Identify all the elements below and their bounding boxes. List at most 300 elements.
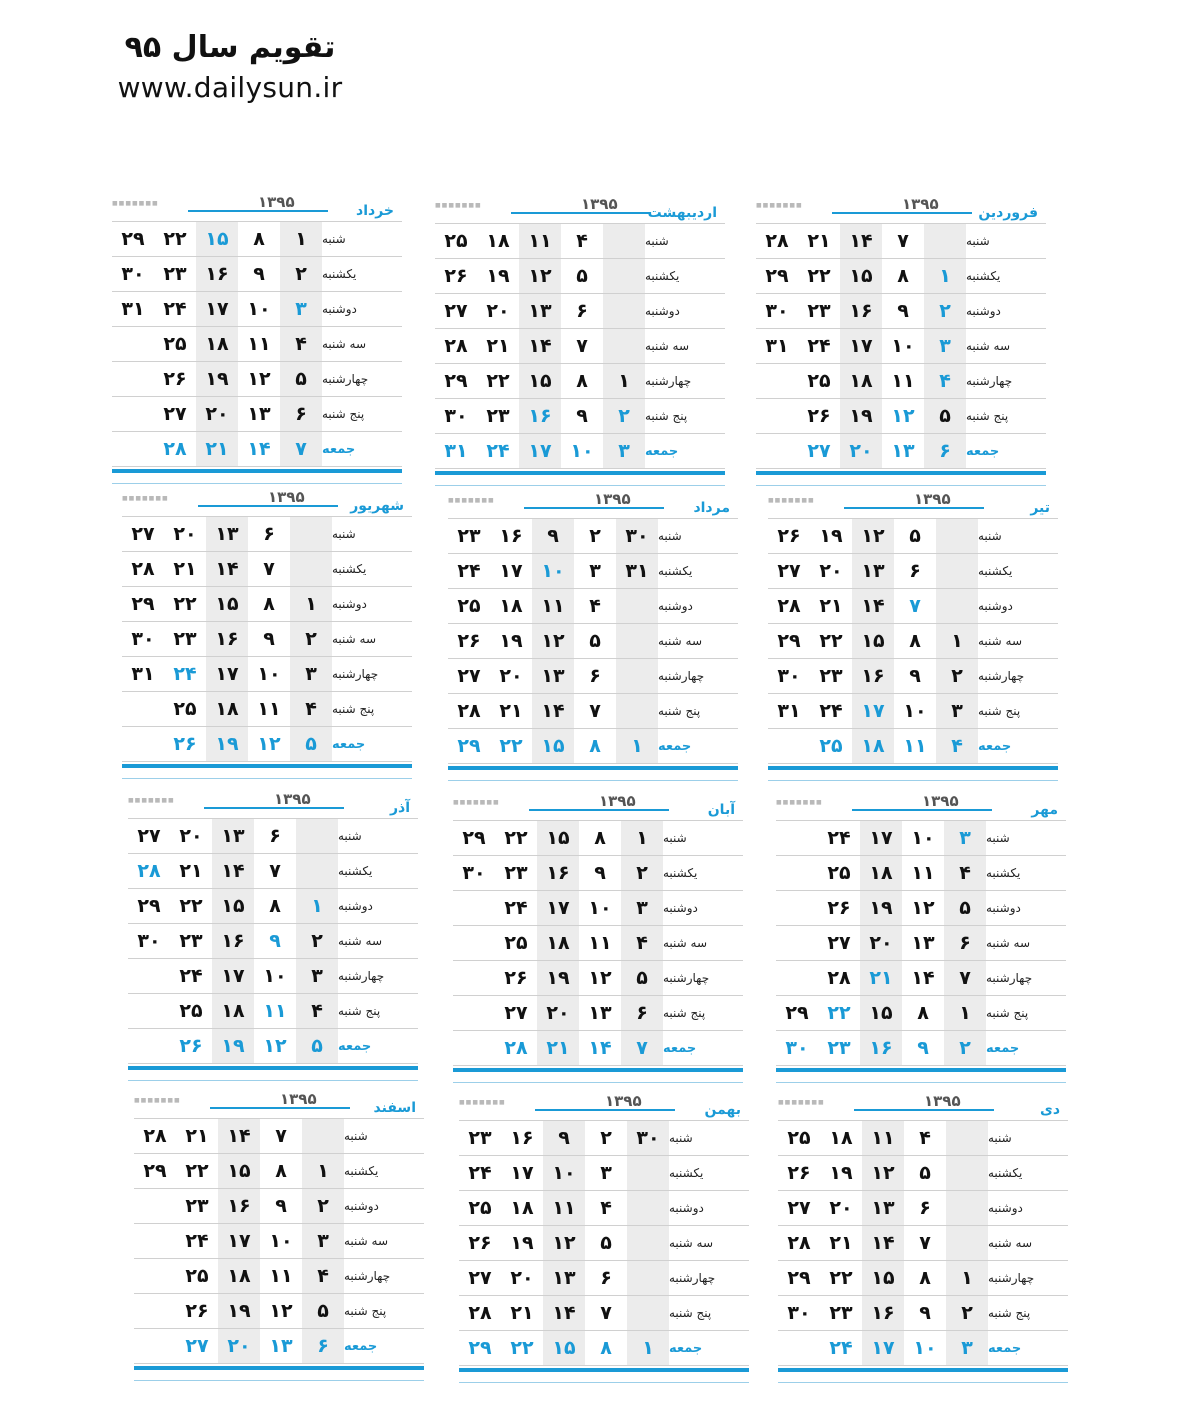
date-cell: ۲۷ bbox=[798, 434, 840, 469]
day-name: دوشنبه bbox=[986, 891, 1066, 926]
date-cell: ۲۴ bbox=[459, 1156, 501, 1191]
date-cell: ۲۸ bbox=[495, 1031, 537, 1066]
date-cell: ۶ bbox=[585, 1261, 627, 1296]
date-cell: ۶ bbox=[248, 517, 290, 552]
month-header bbox=[778, 1092, 1068, 1120]
month-header bbox=[134, 1090, 424, 1118]
date-cell bbox=[776, 856, 818, 891]
date-cell: ۸ bbox=[902, 996, 944, 1031]
date-cell: ۲ bbox=[290, 622, 332, 657]
month-1 bbox=[756, 195, 1046, 486]
date-cell: ۲۱ bbox=[501, 1296, 543, 1331]
date-cell: ۶ bbox=[280, 397, 322, 432]
day-name: یکشنبه bbox=[658, 554, 738, 589]
day-name: شنبه bbox=[322, 222, 402, 257]
day-name: جمعه bbox=[978, 729, 1058, 764]
date-cell: ۱ bbox=[946, 1261, 988, 1296]
day-name: سه شنبه bbox=[663, 926, 743, 961]
date-cell: ۱۸ bbox=[490, 589, 532, 624]
date-cell: ۴ bbox=[302, 1259, 344, 1294]
date-cell: ۳ bbox=[936, 694, 978, 729]
date-cell: ۱۰ bbox=[894, 694, 936, 729]
date-cell: ۳۱ bbox=[616, 554, 658, 589]
date-cell: ۱۲ bbox=[862, 1156, 904, 1191]
date-cell: ۲۷ bbox=[448, 659, 490, 694]
date-cell: ۱ bbox=[280, 222, 322, 257]
date-cell: ۲۲ bbox=[164, 587, 206, 622]
date-cell bbox=[616, 624, 658, 659]
month-header bbox=[435, 195, 725, 223]
date-cell bbox=[112, 432, 154, 467]
month-6 bbox=[122, 488, 412, 779]
decor-dots-icon: ■■■■■■■ bbox=[448, 497, 495, 504]
date-cell: ۲۹ bbox=[768, 624, 810, 659]
date-cell: ۱۹ bbox=[212, 1029, 254, 1064]
decor-dots-icon: ■■■■■■■ bbox=[768, 497, 815, 504]
date-cell: ۲۵ bbox=[170, 994, 212, 1029]
date-cell: ۲۹ bbox=[122, 587, 164, 622]
month-grid bbox=[435, 223, 725, 469]
date-cell: ۱ bbox=[290, 587, 332, 622]
date-cell: ۸ bbox=[561, 364, 603, 399]
date-cell: ۲۸ bbox=[756, 224, 798, 259]
date-cell: ۲۹ bbox=[776, 996, 818, 1031]
date-cell: ۸ bbox=[585, 1331, 627, 1366]
month-header bbox=[128, 790, 418, 818]
date-cell: ۱۶ bbox=[218, 1189, 260, 1224]
year-label: ۱۳۹۵ bbox=[599, 792, 636, 810]
day-name: یکشنبه bbox=[988, 1156, 1068, 1191]
date-cell: ۲۹ bbox=[448, 729, 490, 764]
date-cell: ۲۰ bbox=[490, 659, 532, 694]
date-cell: ۲ bbox=[280, 257, 322, 292]
date-cell: ۱۶ bbox=[196, 257, 238, 292]
day-name: پنج شنبه bbox=[986, 996, 1066, 1031]
date-cell: ۲۰ bbox=[820, 1191, 862, 1226]
date-cell: ۷ bbox=[280, 432, 322, 467]
month-footer-bar bbox=[128, 1066, 418, 1081]
month-name: تیر bbox=[1030, 500, 1050, 516]
date-cell: ۲۴ bbox=[818, 821, 860, 856]
day-name: یکشنبه bbox=[322, 257, 402, 292]
month-header bbox=[776, 792, 1066, 820]
date-cell: ۲۵ bbox=[448, 589, 490, 624]
date-cell: ۲۶ bbox=[778, 1156, 820, 1191]
date-cell: ۹ bbox=[543, 1121, 585, 1156]
date-cell: ۲۵ bbox=[798, 364, 840, 399]
date-cell: ۱۸ bbox=[196, 327, 238, 362]
month-11 bbox=[459, 1092, 749, 1383]
date-cell: ۱۸ bbox=[537, 926, 579, 961]
year-label: ۱۳۹۵ bbox=[594, 490, 631, 508]
day-name: چهارشنبه bbox=[332, 657, 412, 692]
day-name: سه شنبه bbox=[332, 622, 412, 657]
date-cell bbox=[134, 1259, 176, 1294]
date-cell: ۲۴ bbox=[170, 959, 212, 994]
month-header bbox=[112, 193, 402, 221]
date-cell: ۱۸ bbox=[501, 1191, 543, 1226]
month-grid bbox=[128, 818, 418, 1064]
year-label: ۱۳۹۵ bbox=[581, 195, 618, 213]
year-label: ۱۳۹۵ bbox=[268, 488, 305, 506]
month-name: فروردین bbox=[978, 205, 1038, 221]
date-cell: ۳۰ bbox=[627, 1121, 669, 1156]
day-name: جمعه bbox=[332, 727, 412, 762]
date-cell: ۱۶ bbox=[212, 924, 254, 959]
day-name: جمعه bbox=[645, 434, 725, 469]
date-cell bbox=[122, 727, 164, 762]
date-cell bbox=[616, 659, 658, 694]
date-cell: ۷ bbox=[574, 694, 616, 729]
date-cell: ۲۱ bbox=[810, 589, 852, 624]
month-name: اردیبهشت bbox=[647, 205, 717, 221]
date-cell: ۲۳ bbox=[477, 399, 519, 434]
date-cell: ۲ bbox=[296, 924, 338, 959]
date-cell: ۱ bbox=[621, 821, 663, 856]
date-cell: ۲۷ bbox=[778, 1191, 820, 1226]
day-name: جمعه bbox=[338, 1029, 418, 1064]
date-cell: ۲ bbox=[574, 519, 616, 554]
day-name: شنبه bbox=[988, 1121, 1068, 1156]
day-name: چهارشنبه bbox=[986, 961, 1066, 996]
date-cell bbox=[616, 589, 658, 624]
date-cell: ۲۰ bbox=[170, 819, 212, 854]
date-cell bbox=[936, 589, 978, 624]
date-cell: ۵ bbox=[574, 624, 616, 659]
date-cell: ۵ bbox=[296, 1029, 338, 1064]
month-name: مهر bbox=[1031, 802, 1058, 818]
date-cell: ۵ bbox=[302, 1294, 344, 1329]
date-cell: ۲۵ bbox=[778, 1121, 820, 1156]
date-cell: ۷ bbox=[585, 1296, 627, 1331]
date-cell bbox=[290, 517, 332, 552]
date-cell: ۶ bbox=[894, 554, 936, 589]
date-cell: ۳۱ bbox=[768, 694, 810, 729]
year-label: ۱۳۹۵ bbox=[914, 490, 951, 508]
date-cell: ۱۲ bbox=[852, 519, 894, 554]
date-cell: ۴ bbox=[296, 994, 338, 1029]
day-name: یکشنبه bbox=[332, 552, 412, 587]
date-cell: ۷ bbox=[561, 329, 603, 364]
date-cell: ۱۱ bbox=[254, 994, 296, 1029]
day-name: دوشنبه bbox=[332, 587, 412, 622]
day-name: سه شنبه bbox=[966, 329, 1046, 364]
date-cell: ۶ bbox=[904, 1191, 946, 1226]
day-name: دوشنبه bbox=[338, 889, 418, 924]
day-name: جمعه bbox=[344, 1329, 424, 1364]
day-name: یکشنبه bbox=[966, 259, 1046, 294]
date-cell: ۱۳ bbox=[238, 397, 280, 432]
date-cell: ۷ bbox=[944, 961, 986, 996]
date-cell: ۳۱ bbox=[756, 329, 798, 364]
month-4 bbox=[768, 490, 1058, 781]
date-cell: ۳۰ bbox=[122, 622, 164, 657]
date-cell: ۲۹ bbox=[756, 259, 798, 294]
date-cell: ۱۷ bbox=[206, 657, 248, 692]
month-header bbox=[756, 195, 1046, 223]
day-name: پنج شنبه bbox=[322, 397, 402, 432]
date-cell: ۱۶ bbox=[852, 659, 894, 694]
date-cell: ۱۷ bbox=[860, 821, 902, 856]
day-name: چهارشنبه bbox=[322, 362, 402, 397]
month-grid bbox=[776, 820, 1066, 1066]
date-cell: ۹ bbox=[254, 924, 296, 959]
date-cell: ۲۳ bbox=[820, 1296, 862, 1331]
month-footer-bar bbox=[112, 469, 402, 484]
date-cell: ۱۵ bbox=[862, 1261, 904, 1296]
date-cell: ۲۰ bbox=[860, 926, 902, 961]
day-name: جمعه bbox=[669, 1331, 749, 1366]
date-cell: ۲۵ bbox=[154, 327, 196, 362]
day-name: جمعه bbox=[658, 729, 738, 764]
date-cell: ۲۲ bbox=[501, 1331, 543, 1366]
date-cell: ۲۶ bbox=[154, 362, 196, 397]
day-name: سه شنبه bbox=[978, 624, 1058, 659]
decor-dots-icon: ■■■■■■■ bbox=[756, 202, 803, 209]
date-cell: ۱۵ bbox=[519, 364, 561, 399]
date-cell: ۱۸ bbox=[477, 224, 519, 259]
date-cell: ۲۱ bbox=[196, 432, 238, 467]
date-cell bbox=[112, 397, 154, 432]
date-cell: ۲۵ bbox=[810, 729, 852, 764]
date-cell: ۱۹ bbox=[490, 624, 532, 659]
date-cell: ۱۷ bbox=[862, 1331, 904, 1366]
date-cell: ۳ bbox=[944, 821, 986, 856]
year-label: ۱۳۹۵ bbox=[902, 195, 939, 213]
date-cell bbox=[627, 1226, 669, 1261]
date-cell bbox=[627, 1191, 669, 1226]
date-cell: ۳ bbox=[621, 891, 663, 926]
date-cell: ۳۰ bbox=[756, 294, 798, 329]
date-cell: ۱۲ bbox=[882, 399, 924, 434]
date-cell: ۲۳ bbox=[818, 1031, 860, 1066]
date-cell: ۱۰ bbox=[260, 1224, 302, 1259]
date-cell: ۱۱ bbox=[532, 589, 574, 624]
year-label: ۱۳۹۵ bbox=[280, 1090, 317, 1108]
date-cell: ۲۹ bbox=[435, 364, 477, 399]
date-cell: ۱۵ bbox=[206, 587, 248, 622]
day-name: سه شنبه bbox=[658, 624, 738, 659]
month-grid bbox=[778, 1120, 1068, 1366]
date-cell: ۴ bbox=[944, 856, 986, 891]
date-cell: ۹ bbox=[532, 519, 574, 554]
month-5 bbox=[448, 490, 738, 781]
day-name: یکشنبه bbox=[663, 856, 743, 891]
month-footer-bar bbox=[122, 764, 412, 779]
date-cell: ۹ bbox=[260, 1189, 302, 1224]
date-cell: ۸ bbox=[579, 821, 621, 856]
day-name: سه شنبه bbox=[669, 1226, 749, 1261]
date-cell: ۵ bbox=[944, 891, 986, 926]
date-cell bbox=[946, 1156, 988, 1191]
date-cell: ۲۴ bbox=[164, 657, 206, 692]
date-cell bbox=[134, 1224, 176, 1259]
month-footer-bar bbox=[776, 1068, 1066, 1083]
date-cell: ۱۶ bbox=[537, 856, 579, 891]
date-cell: ۳ bbox=[603, 434, 645, 469]
date-cell: ۱۲ bbox=[260, 1294, 302, 1329]
date-cell: ۲۴ bbox=[810, 694, 852, 729]
day-name: چهارشنبه bbox=[338, 959, 418, 994]
month-header bbox=[448, 490, 738, 518]
day-name: پنج شنبه bbox=[966, 399, 1046, 434]
day-name: شنبه bbox=[966, 224, 1046, 259]
date-cell: ۱۳ bbox=[212, 819, 254, 854]
day-name: جمعه bbox=[966, 434, 1046, 469]
date-cell: ۵ bbox=[621, 961, 663, 996]
date-cell: ۱ bbox=[296, 889, 338, 924]
date-cell bbox=[453, 891, 495, 926]
day-name: شنبه bbox=[344, 1119, 424, 1154]
day-name: یکشنبه bbox=[978, 554, 1058, 589]
date-cell: ۱۳ bbox=[852, 554, 894, 589]
date-cell: ۱۱ bbox=[543, 1191, 585, 1226]
date-cell: ۱۲ bbox=[532, 624, 574, 659]
date-cell: ۲۵ bbox=[818, 856, 860, 891]
date-cell: ۱۶ bbox=[860, 1031, 902, 1066]
date-cell: ۱۳ bbox=[260, 1329, 302, 1364]
date-cell: ۱۰ bbox=[882, 329, 924, 364]
date-cell: ۱۰ bbox=[902, 821, 944, 856]
date-cell: ۳۰ bbox=[778, 1296, 820, 1331]
date-cell: ۲۱ bbox=[798, 224, 840, 259]
date-cell bbox=[756, 399, 798, 434]
date-cell: ۳ bbox=[290, 657, 332, 692]
decor-dots-icon: ■■■■■■■ bbox=[134, 1097, 181, 1104]
decor-dots-icon: ■■■■■■■ bbox=[778, 1099, 825, 1106]
date-cell: ۲۸ bbox=[448, 694, 490, 729]
month-name: مرداد bbox=[693, 500, 730, 516]
month-name: اسفند bbox=[373, 1100, 416, 1116]
date-cell: ۲۱ bbox=[860, 961, 902, 996]
date-cell: ۷ bbox=[894, 589, 936, 624]
month-name: دی bbox=[1039, 1102, 1060, 1118]
date-cell: ۴ bbox=[290, 692, 332, 727]
date-cell: ۱۷ bbox=[501, 1156, 543, 1191]
date-cell: ۱۸ bbox=[840, 364, 882, 399]
date-cell: ۳۱ bbox=[122, 657, 164, 692]
day-name: پنج شنبه bbox=[669, 1296, 749, 1331]
date-cell: ۷ bbox=[904, 1226, 946, 1261]
decor-dots-icon: ■■■■■■■ bbox=[776, 799, 823, 806]
date-cell: ۱۶ bbox=[490, 519, 532, 554]
date-cell: ۲۹ bbox=[112, 222, 154, 257]
date-cell bbox=[453, 1031, 495, 1066]
date-cell: ۱۵ bbox=[840, 259, 882, 294]
date-cell: ۷ bbox=[254, 854, 296, 889]
date-cell: ۱۵ bbox=[860, 996, 902, 1031]
date-cell: ۲ bbox=[603, 399, 645, 434]
date-cell: ۱۹ bbox=[196, 362, 238, 397]
date-cell: ۱۶ bbox=[501, 1121, 543, 1156]
date-cell: ۴ bbox=[561, 224, 603, 259]
day-name: دوشنبه bbox=[322, 292, 402, 327]
date-cell: ۱۸ bbox=[852, 729, 894, 764]
date-cell: ۲۲ bbox=[495, 821, 537, 856]
month-name: شهریور bbox=[350, 498, 404, 514]
date-cell: ۸ bbox=[882, 259, 924, 294]
page-header bbox=[100, 30, 360, 104]
date-cell: ۳ bbox=[296, 959, 338, 994]
date-cell: ۶ bbox=[944, 926, 986, 961]
year-label: ۱۳۹۵ bbox=[924, 1092, 961, 1110]
date-cell: ۱۹ bbox=[860, 891, 902, 926]
day-name: دوشنبه bbox=[645, 294, 725, 329]
date-cell: ۹ bbox=[902, 1031, 944, 1066]
date-cell bbox=[128, 994, 170, 1029]
month-7 bbox=[776, 792, 1066, 1083]
date-cell: ۷ bbox=[882, 224, 924, 259]
date-cell bbox=[778, 1331, 820, 1366]
date-cell: ۲۶ bbox=[495, 961, 537, 996]
date-cell: ۷ bbox=[260, 1119, 302, 1154]
month-footer-bar bbox=[453, 1068, 743, 1083]
day-name: دوشنبه bbox=[966, 294, 1046, 329]
date-cell: ۱۳ bbox=[543, 1261, 585, 1296]
date-cell: ۱۴ bbox=[840, 224, 882, 259]
date-cell bbox=[296, 854, 338, 889]
date-cell: ۲۲ bbox=[820, 1261, 862, 1296]
date-cell: ۱۳ bbox=[902, 926, 944, 961]
day-name: شنبه bbox=[978, 519, 1058, 554]
date-cell: ۳۰ bbox=[112, 257, 154, 292]
date-cell: ۱ bbox=[627, 1331, 669, 1366]
date-cell: ۴ bbox=[924, 364, 966, 399]
date-cell: ۱۴ bbox=[902, 961, 944, 996]
date-cell: ۲۲ bbox=[176, 1154, 218, 1189]
date-cell: ۱۴ bbox=[579, 1031, 621, 1066]
date-cell bbox=[134, 1329, 176, 1364]
date-cell: ۲۸ bbox=[128, 854, 170, 889]
day-name: سه شنبه bbox=[988, 1226, 1068, 1261]
day-name: چهارشنبه bbox=[988, 1261, 1068, 1296]
date-cell bbox=[776, 821, 818, 856]
date-cell bbox=[112, 327, 154, 362]
date-cell: ۳ bbox=[946, 1331, 988, 1366]
month-grid bbox=[112, 221, 402, 467]
date-cell: ۵ bbox=[904, 1156, 946, 1191]
date-cell: ۱۲ bbox=[254, 1029, 296, 1064]
date-cell: ۲۷ bbox=[459, 1261, 501, 1296]
day-name: چهارشنبه bbox=[658, 659, 738, 694]
date-cell bbox=[603, 224, 645, 259]
date-cell: ۲۰ bbox=[537, 996, 579, 1031]
date-cell: ۳۰ bbox=[768, 659, 810, 694]
date-cell: ۹ bbox=[561, 399, 603, 434]
day-name: دوشنبه bbox=[988, 1191, 1068, 1226]
date-cell: ۶ bbox=[302, 1329, 344, 1364]
date-cell: ۲۶ bbox=[170, 1029, 212, 1064]
month-header bbox=[453, 792, 743, 820]
day-name: چهارشنبه bbox=[663, 961, 743, 996]
date-cell: ۲۷ bbox=[122, 517, 164, 552]
date-cell bbox=[122, 692, 164, 727]
date-cell: ۱۱ bbox=[882, 364, 924, 399]
date-cell: ۲۰ bbox=[218, 1329, 260, 1364]
date-cell: ۱۱ bbox=[260, 1259, 302, 1294]
date-cell: ۳۰ bbox=[776, 1031, 818, 1066]
date-cell: ۴ bbox=[904, 1121, 946, 1156]
date-cell: ۳۱ bbox=[112, 292, 154, 327]
month-8 bbox=[453, 792, 743, 1083]
date-cell bbox=[603, 329, 645, 364]
date-cell: ۱۳ bbox=[579, 996, 621, 1031]
date-cell: ۲۷ bbox=[495, 996, 537, 1031]
date-cell: ۲۴ bbox=[176, 1224, 218, 1259]
date-cell: ۱۰ bbox=[238, 292, 280, 327]
date-cell bbox=[776, 926, 818, 961]
month-header bbox=[122, 488, 412, 516]
